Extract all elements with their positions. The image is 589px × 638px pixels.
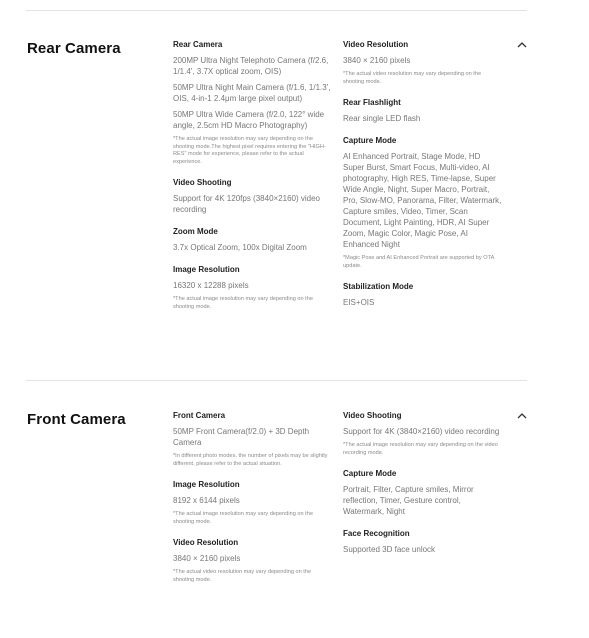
spec-note: *The actual image resolution may vary depending on the shooting mode.The highest pixel requires entering the "HIGH-RES" mode for experience, please refer to the actual experience. <box>173 136 326 165</box>
spec-capture-mode <box>343 469 503 517</box>
spec-face-recognition <box>343 529 503 555</box>
spec-rear-camera <box>173 40 333 166</box>
spec-capture-mode <box>343 136 503 270</box>
spec-value: 3840 × 2160 pixels <box>173 554 241 563</box>
spec-label: Image Resolution <box>173 480 240 489</box>
spec-value: 8192 x 6144 pixels <box>173 496 240 505</box>
spec-value: 3.7x Optical Zoom, 100x Digital Zoom <box>173 243 307 252</box>
spec-note: *The actual image resolution may vary depending on the shooting mode. <box>173 296 313 310</box>
spec-video-resolution <box>343 40 503 86</box>
spec-label: Video Resolution <box>343 40 409 49</box>
spec-image-resolution <box>173 265 333 311</box>
spec-note: *The actual image resolution may vary depending on the video recording mode. <box>343 442 498 456</box>
spec-video-shooting <box>173 178 333 215</box>
spec-video-shooting <box>343 411 503 457</box>
spec-label: Video Shooting <box>343 411 402 420</box>
rear-camera-left-column <box>173 40 333 323</box>
spec-value: Supported 3D face unlock <box>343 545 436 554</box>
spec-label: Zoom Mode <box>173 227 218 236</box>
section-divider <box>26 380 527 381</box>
spec-front-camera <box>173 411 333 468</box>
spec-label: Video Shooting <box>173 178 232 187</box>
front-camera-right-column <box>343 411 503 567</box>
rear-camera-right-column <box>343 40 503 320</box>
spec-label: Rear Flashlight <box>343 98 401 107</box>
spec-value: EIS+OIS <box>343 298 375 307</box>
spec-value: Support for 4K 120fps (3840×2160) video recording <box>173 194 320 214</box>
top-divider <box>26 10 527 11</box>
spec-video-resolution <box>173 538 333 584</box>
spec-value: 50MP Front Camera(f/2.0) + 3D Depth Camera <box>173 427 310 447</box>
spec-stabilization-mode <box>343 282 503 308</box>
spec-value: 50MP Ultra Night Main Camera (f/1.6, 1/1.3', OIS, 4-in-1 2.4μm large pixel output) <box>173 83 331 103</box>
spec-note: *The actual video resolution may vary depending on the shooting mode. <box>343 71 482 85</box>
spec-note: *Magic Pose and AI Enhanced Portrait are supported by OTA update. <box>343 255 495 269</box>
spec-label: Face Recognition <box>343 529 410 538</box>
spec-value: Rear single LED flash <box>343 114 421 123</box>
section-title: Front Camera <box>27 411 126 428</box>
spec-label: Rear Camera <box>173 40 223 49</box>
section-title: Rear Camera <box>27 40 121 57</box>
spec-image-resolution <box>173 480 333 526</box>
spec-label: Capture Mode <box>343 469 397 478</box>
spec-value: Support for 4K (3840×2160) video recording <box>343 427 500 436</box>
spec-value: Portrait, Filter, Capture smiles, Mirror reflection, Timer, Gesture control, Watermark, Night <box>343 485 474 516</box>
spec-label: Image Resolution <box>173 265 240 274</box>
front-camera-left-column <box>173 411 333 596</box>
spec-value: 200MP Ultra Night Telephoto Camera (f/2.6, 1/1.4', 3.7X optical zoom, OIS) <box>173 56 329 76</box>
spec-zoom-mode <box>173 227 333 253</box>
spec-note: *In different photo modes, the number of pixels may be slightly different, please refer to the actual situation. <box>173 453 328 467</box>
spec-label: Stabilization Mode <box>343 282 414 291</box>
spec-note: *The actual image resolution may vary depending on the shooting mode. <box>173 511 313 525</box>
chevron-up-icon[interactable] <box>515 40 529 50</box>
spec-label: Capture Mode <box>343 136 397 145</box>
spec-value: 3840 × 2160 pixels <box>343 56 411 65</box>
chevron-up-icon[interactable] <box>515 411 529 421</box>
spec-value: AI Enhanced Portrait, Stage Mode, HD Super Burst, Smart Focus, Multi-video, AI photography, High RES, Time-lapse, Super Wide Angle, Night, Super Macro, Portrait, Pro, Slow-MO, Panorama, Filter, Watermark, Capture smiles, Video, Timer, Scan Document, Light Painting, HDR, AI Super Zoom, Magic Color, Magic Pose, AI Enhanced Night <box>343 152 502 249</box>
spec-rear-flashlight <box>343 98 503 124</box>
spec-label: Front Camera <box>173 411 226 420</box>
spec-value: 50MP Ultra Wide Camera (f/2.0, 122° wide angle, 2.5cm HD Macro Photography) <box>173 110 325 130</box>
spec-value: 16320 x 12288 pixels <box>173 281 249 290</box>
spec-label: Video Resolution <box>173 538 239 547</box>
spec-note: *The actual video resolution may vary depending on the shooting mode. <box>173 569 312 583</box>
